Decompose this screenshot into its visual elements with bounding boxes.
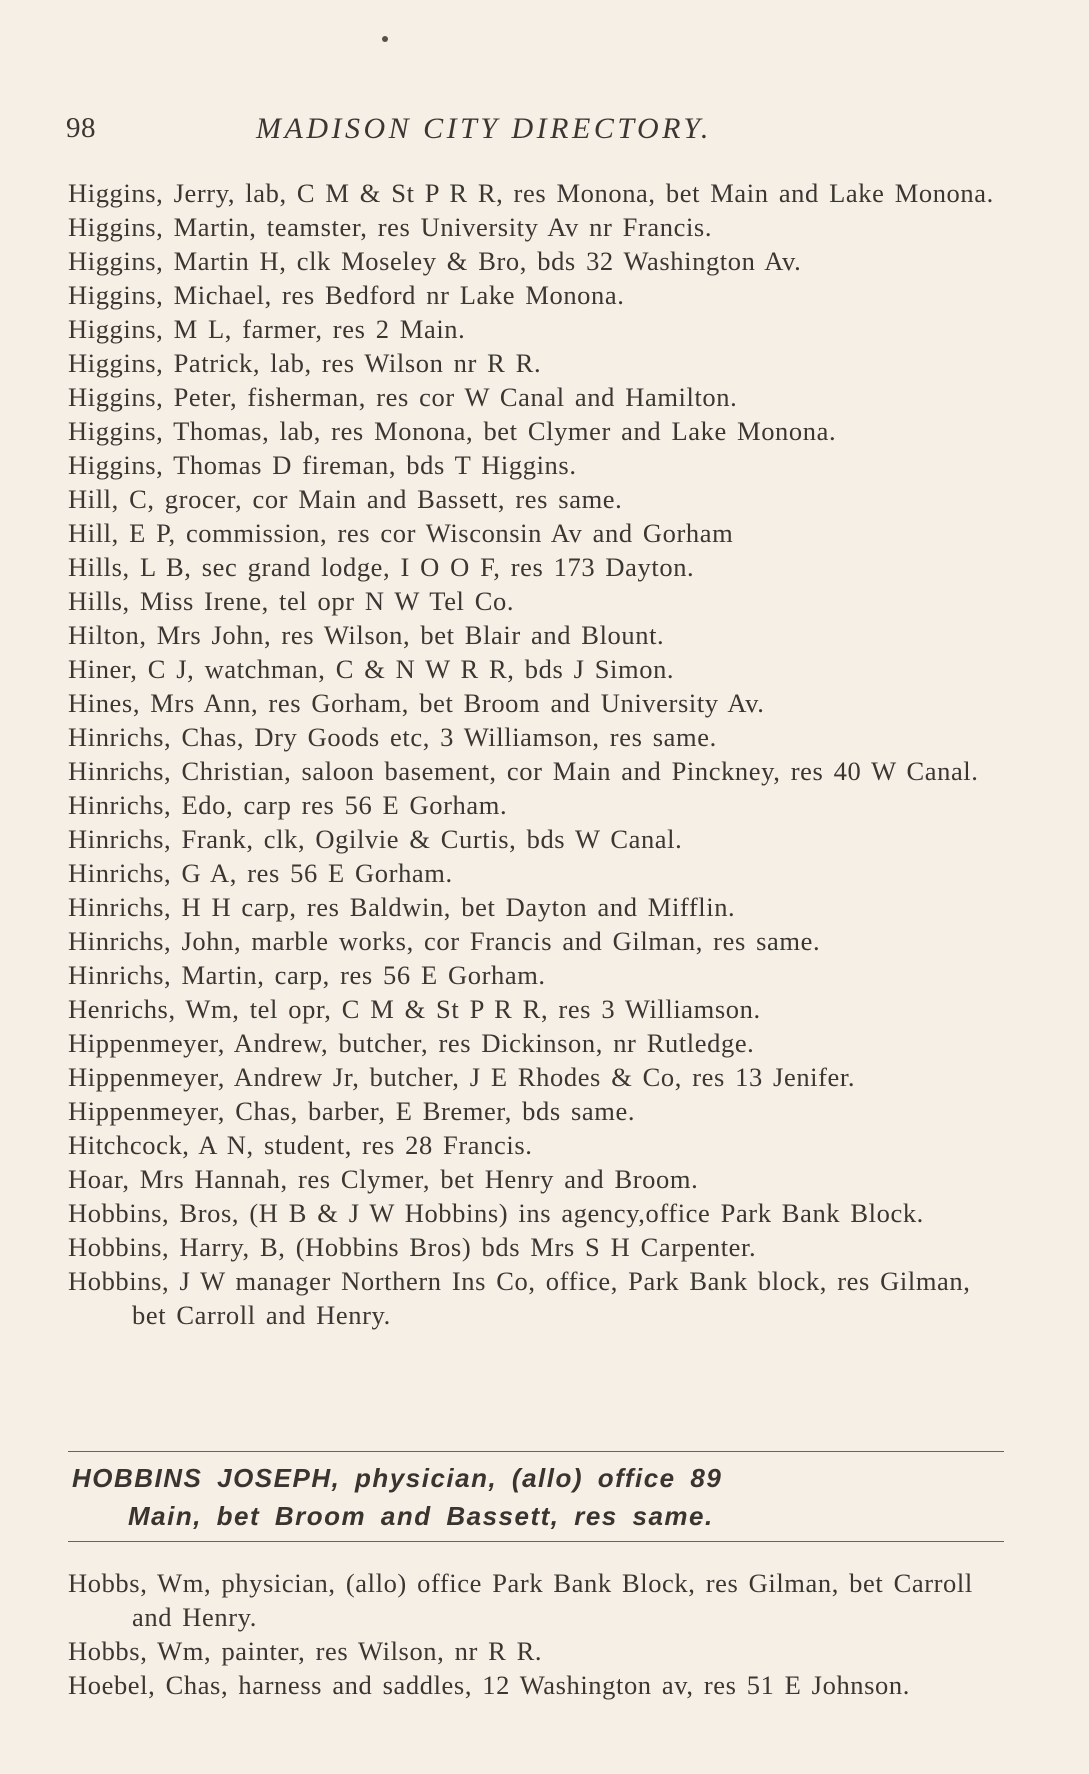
directory-entry: Hinrichs, Edo, carp res 56 E Gorham. <box>68 790 508 820</box>
directory-entry: Hippenmeyer, Andrew Jr, butcher, J E Rhodes & Co, res 13 Jenifer. <box>68 1062 856 1092</box>
ad-rule-top <box>68 1451 1004 1452</box>
page-title: MADISON CITY DIRECTORY. <box>256 112 712 145</box>
directory-entry: Hill, E P, commission, res cor Wisconsin Av and Gorham <box>68 518 734 548</box>
directory-entry: Higgins, Jerry, lab, C M & St P R R, res Monona, bet Main and Lake Monona. <box>68 178 994 208</box>
directory-entries <box>68 176 1008 1332</box>
directory-entry: Higgins, Patrick, lab, res Wilson nr R R. <box>68 348 542 378</box>
directory-entry: Higgins, Thomas, lab, res Monona, bet Clymer and Lake Monona. <box>68 416 837 446</box>
directory-entry: Hoar, Mrs Hannah, res Clymer, bet Henry and Broom. <box>68 1164 699 1194</box>
directory-entry: Hilton, Mrs John, res Wilson, bet Blair and Blount. <box>68 620 665 650</box>
page-header <box>66 112 1009 152</box>
advertisement-line-2: Main, bet Broom and Bassett, res same. <box>128 1501 714 1531</box>
ink-speck <box>382 36 388 42</box>
directory-entry: Higgins, Martin H, clk Moseley & Bro, bds 32 Washington Av. <box>68 246 802 276</box>
advertisement <box>72 1459 1006 1535</box>
directory-entry: Henrichs, Wm, tel opr, C M & St P R R, res 3 Williamson. <box>68 994 761 1024</box>
directory-entry: Hinrichs, Martin, carp, res 56 E Gorham. <box>68 960 546 990</box>
directory-entry: Hippenmeyer, Chas, barber, E Bremer, bds same. <box>68 1096 636 1126</box>
directory-entry: Hobbins, J W manager Northern Ins Co, office, Park Bank block, res Gilman, bet Carroll and Henry. <box>68 1266 971 1330</box>
directory-entry: Hippenmeyer, Andrew, butcher, res Dickinson, nr Rutledge. <box>68 1028 755 1058</box>
directory-entry: Hills, Miss Irene, tel opr N W Tel Co. <box>68 586 515 616</box>
directory-entry: Hinrichs, John, marble works, cor Francis and Gilman, res same. <box>68 926 821 956</box>
directory-entry: Hills, L B, sec grand lodge, I O O F, res 173 Dayton. <box>68 552 695 582</box>
directory-entry: Hobbins, Harry, B, (Hobbins Bros) bds Mrs S H Carpenter. <box>68 1232 757 1262</box>
directory-entry: Hinrichs, Frank, clk, Ogilvie & Curtis, bds W Canal. <box>68 824 683 854</box>
directory-entry: Hobbs, Wm, physician, (allo) office Park Bank Block, res Gilman, bet Carroll and Henry. <box>68 1568 973 1632</box>
directory-entry: Higgins, Michael, res Bedford nr Lake Monona. <box>68 280 625 310</box>
directory-entry: Hinrichs, Christian, saloon basement, cor Main and Pinckney, res 40 W Canal. <box>68 756 979 786</box>
directory-entries-continued <box>68 1566 1008 1702</box>
directory-entry: Hinrichs, G A, res 56 E Gorham. <box>68 858 453 888</box>
directory-entry: Hitchcock, A N, student, res 28 Francis. <box>68 1130 533 1160</box>
directory-entry: Hobbins, Bros, (H B & J W Hobbins) ins agency,office Park Bank Block. <box>68 1198 924 1228</box>
directory-entry: Higgins, Martin, teamster, res University Av nr Francis. <box>68 212 713 242</box>
directory-entry: Higgins, M L, farmer, res 2 Main. <box>68 314 466 344</box>
directory-entry: Higgins, Thomas D fireman, bds T Higgins. <box>68 450 577 480</box>
directory-entry: Hill, C, grocer, cor Main and Bassett, res same. <box>68 484 623 514</box>
directory-entry: Hines, Mrs Ann, res Gorham, bet Broom and University Av. <box>68 688 765 718</box>
directory-entry: Hinrichs, Chas, Dry Goods etc, 3 Williamson, res same. <box>68 722 717 752</box>
directory-entry: Hinrichs, H H carp, res Baldwin, bet Dayton and Mifflin. <box>68 892 736 922</box>
directory-entry: Hiner, C J, watchman, C & N W R R, bds J Simon. <box>68 654 675 684</box>
advertisement-line-1: HOBBINS JOSEPH, physician, (allo) office 89 <box>72 1463 723 1493</box>
ad-rule-bottom <box>68 1541 1004 1542</box>
directory-entry: Hoebel, Chas, harness and saddles, 12 Washington av, res 51 E Johnson. <box>68 1670 910 1700</box>
directory-entry: Higgins, Peter, fisherman, res cor W Canal and Hamilton. <box>68 382 738 412</box>
page-number: 98 <box>66 112 96 144</box>
directory-entry: Hobbs, Wm, painter, res Wilson, nr R R. <box>68 1636 543 1666</box>
